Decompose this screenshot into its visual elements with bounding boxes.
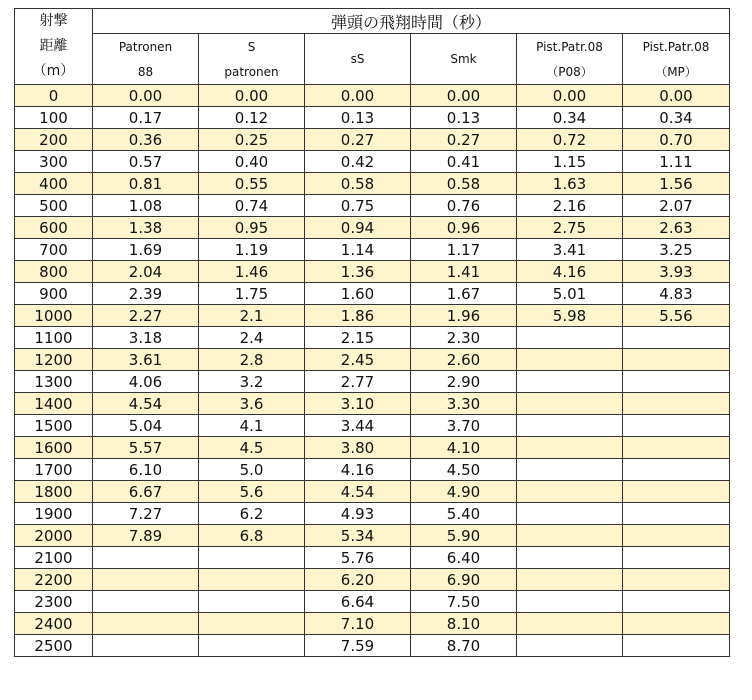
flight-time-cell: 2.16: [517, 195, 623, 217]
distance-cell: 700: [15, 239, 93, 261]
flight-time-cell: 4.16: [305, 459, 411, 481]
flight-time-cell: [623, 547, 730, 569]
distance-cell: 2300: [15, 591, 93, 613]
flight-time-cell: 0.12: [199, 107, 305, 129]
table-row: [15, 635, 730, 657]
distance-cell: 2500: [15, 635, 93, 657]
flight-time-cell: 1.36: [305, 261, 411, 283]
column-header-3: sS: [305, 34, 411, 85]
distance-cell: 1300: [15, 371, 93, 393]
table-row: [15, 173, 730, 195]
flight-time-cell: 0.75: [305, 195, 411, 217]
flight-time-cell: [517, 613, 623, 635]
table-row: [15, 305, 730, 327]
flight-time-cell: 0.17: [93, 107, 199, 129]
distance-cell: 0: [15, 85, 93, 107]
distance-cell: 1200: [15, 349, 93, 371]
flight-time-cell: 1.19: [199, 239, 305, 261]
flight-time-cell: [517, 327, 623, 349]
table-row: [15, 569, 730, 591]
flight-time-cell: 1.69: [93, 239, 199, 261]
flight-time-cell: 0.41: [411, 151, 517, 173]
flight-time-cell: 4.5: [199, 437, 305, 459]
flight-time-cell: 1.86: [305, 305, 411, 327]
flight-time-cell: 0.00: [517, 85, 623, 107]
flight-time-cell: [517, 503, 623, 525]
flight-time-cell: 7.59: [305, 635, 411, 657]
distance-cell: 1400: [15, 393, 93, 415]
flight-time-cell: 1.96: [411, 305, 517, 327]
flight-time-cell: 6.40: [411, 547, 517, 569]
column-header-5-line-1: Pist.Patr.08: [517, 34, 623, 61]
table-row: [15, 349, 730, 371]
flight-time-cell: 0.00: [199, 85, 305, 107]
table-row: [15, 217, 730, 239]
flight-time-cell: [623, 503, 730, 525]
table-row: [15, 525, 730, 547]
flight-time-cell: 0.81: [93, 173, 199, 195]
table-row: [15, 613, 730, 635]
flight-time-group-title: 弾頭の飛翔時間（秒）: [93, 9, 730, 34]
flight-time-cell: 2.07: [623, 195, 730, 217]
flight-time-cell: 2.04: [93, 261, 199, 283]
flight-time-cell: 3.2: [199, 371, 305, 393]
flight-time-cell: [517, 591, 623, 613]
distance-cell: 600: [15, 217, 93, 239]
flight-time-cell: 1.63: [517, 173, 623, 195]
table-row: [15, 415, 730, 437]
distance-header-line-2: 距離: [39, 38, 68, 54]
table-row: [15, 107, 730, 129]
flight-time-cell: [93, 635, 199, 657]
flight-time-cell: 1.75: [199, 283, 305, 305]
flight-time-cell: 0.00: [305, 85, 411, 107]
distance-cell: 300: [15, 151, 93, 173]
table-row: [15, 195, 730, 217]
flight-time-cell: 0.58: [411, 173, 517, 195]
flight-time-cell: [623, 481, 730, 503]
flight-time-cell: 4.06: [93, 371, 199, 393]
flight-time-cell: 6.64: [305, 591, 411, 613]
flight-time-cell: [623, 525, 730, 547]
flight-time-cell: 1.41: [411, 261, 517, 283]
flight-time-cell: 1.56: [623, 173, 730, 195]
flight-time-cell: 2.30: [411, 327, 517, 349]
column-header-1-line-1: Patronen: [93, 34, 199, 61]
flight-time-cell: 1.67: [411, 283, 517, 305]
flight-time-cell: 3.70: [411, 415, 517, 437]
flight-time-cell: 5.57: [93, 437, 199, 459]
distance-cell: 100: [15, 107, 93, 129]
distance-cell: 2000: [15, 525, 93, 547]
table-row: [15, 437, 730, 459]
flight-time-cell: 0.94: [305, 217, 411, 239]
flight-time-cell: [517, 547, 623, 569]
flight-time-cell: [517, 481, 623, 503]
flight-time-cell: 1.14: [305, 239, 411, 261]
flight-time-cell: 6.67: [93, 481, 199, 503]
flight-time-cell: [93, 569, 199, 591]
flight-time-cell: [623, 591, 730, 613]
flight-time-cell: 2.75: [517, 217, 623, 239]
flight-time-cell: 3.25: [623, 239, 730, 261]
flight-time-cell: 3.41: [517, 239, 623, 261]
flight-time-cell: 0.42: [305, 151, 411, 173]
flight-time-cell: [623, 569, 730, 591]
flight-time-cell: [517, 415, 623, 437]
flight-time-cell: 4.54: [93, 393, 199, 415]
table-row: [15, 261, 730, 283]
flight-time-cell: 2.1: [199, 305, 305, 327]
flight-time-cell: 0.57: [93, 151, 199, 173]
flight-time-cell: [517, 437, 623, 459]
flight-time-cell: [623, 371, 730, 393]
table-row: [15, 481, 730, 503]
flight-time-cell: 6.90: [411, 569, 517, 591]
flight-time-cell: 2.4: [199, 327, 305, 349]
flight-time-cell: 3.30: [411, 393, 517, 415]
table-row: [15, 327, 730, 349]
flight-time-cell: 2.39: [93, 283, 199, 305]
flight-time-cell: 2.15: [305, 327, 411, 349]
flight-time-cell: 2.77: [305, 371, 411, 393]
flight-time-cell: 0.34: [517, 107, 623, 129]
flight-time-cell: [517, 569, 623, 591]
distance-cell: 1100: [15, 327, 93, 349]
flight-time-cell: 5.0: [199, 459, 305, 481]
flight-time-cell: 5.76: [305, 547, 411, 569]
flight-time-cell: [517, 349, 623, 371]
flight-time-cell: 2.63: [623, 217, 730, 239]
flight-time-cell: [199, 613, 305, 635]
distance-cell: 1800: [15, 481, 93, 503]
flight-time-cell: 5.01: [517, 283, 623, 305]
column-header-5-line-2: （P08）: [517, 60, 623, 85]
flight-time-cell: 8.10: [411, 613, 517, 635]
flight-time-cell: 3.10: [305, 393, 411, 415]
flight-time-cell: 5.56: [623, 305, 730, 327]
distance-cell: 1500: [15, 415, 93, 437]
distance-cell: 200: [15, 129, 93, 151]
flight-time-cell: 6.20: [305, 569, 411, 591]
flight-time-cell: 6.10: [93, 459, 199, 481]
table-row: [15, 85, 730, 107]
table-row: [15, 151, 730, 173]
flight-time-cell: 2.27: [93, 305, 199, 327]
flight-time-cell: 1.15: [517, 151, 623, 173]
distance-cell: 1000: [15, 305, 93, 327]
table-row: [15, 591, 730, 613]
flight-time-cell: 0.27: [305, 129, 411, 151]
flight-time-cell: [623, 459, 730, 481]
flight-time-cell: 5.90: [411, 525, 517, 547]
column-header-6-line-1: Pist.Patr.08: [623, 34, 730, 61]
flight-time-cell: 3.18: [93, 327, 199, 349]
flight-time-cell: 2.90: [411, 371, 517, 393]
flight-time-cell: 7.89: [93, 525, 199, 547]
flight-time-cell: [623, 349, 730, 371]
flight-time-cell: [199, 547, 305, 569]
flight-time-table: [14, 8, 730, 657]
flight-time-cell: 0.36: [93, 129, 199, 151]
flight-time-cell: 2.60: [411, 349, 517, 371]
column-header-1-line-2: 88: [93, 60, 199, 85]
table-row: [15, 393, 730, 415]
flight-time-cell: 7.10: [305, 613, 411, 635]
flight-time-cell: [517, 371, 623, 393]
column-header-2-line-1: S: [199, 34, 305, 61]
flight-time-cell: 0.95: [199, 217, 305, 239]
table-row: [15, 283, 730, 305]
flight-time-cell: 0.00: [623, 85, 730, 107]
table-row: [15, 239, 730, 261]
flight-time-table-container: [14, 8, 730, 657]
flight-time-cell: 3.93: [623, 261, 730, 283]
flight-time-cell: 4.83: [623, 283, 730, 305]
flight-time-cell: 1.46: [199, 261, 305, 283]
flight-time-cell: [199, 591, 305, 613]
flight-time-cell: 4.1: [199, 415, 305, 437]
distance-cell: 400: [15, 173, 93, 195]
flight-time-cell: 1.11: [623, 151, 730, 173]
distance-cell: 1900: [15, 503, 93, 525]
flight-time-cell: 4.16: [517, 261, 623, 283]
flight-time-cell: [623, 393, 730, 415]
table-row: [15, 503, 730, 525]
distance-cell: 2200: [15, 569, 93, 591]
flight-time-cell: 0.55: [199, 173, 305, 195]
flight-time-cell: 6.8: [199, 525, 305, 547]
flight-time-cell: 0.34: [623, 107, 730, 129]
distance-cell: 800: [15, 261, 93, 283]
flight-time-cell: [623, 327, 730, 349]
table-row: [15, 371, 730, 393]
flight-time-cell: 2.45: [305, 349, 411, 371]
flight-time-cell: 0.00: [93, 85, 199, 107]
flight-time-cell: 0.74: [199, 195, 305, 217]
flight-time-cell: 0.58: [305, 173, 411, 195]
flight-time-cell: 4.54: [305, 481, 411, 503]
flight-time-cell: 1.17: [411, 239, 517, 261]
flight-time-cell: 5.34: [305, 525, 411, 547]
flight-time-cell: [517, 525, 623, 547]
table-row: [15, 459, 730, 481]
flight-time-cell: 0.76: [411, 195, 517, 217]
flight-time-cell: 0.00: [411, 85, 517, 107]
flight-time-cell: 3.61: [93, 349, 199, 371]
flight-time-cell: 3.80: [305, 437, 411, 459]
table-row: [15, 129, 730, 151]
flight-time-cell: 3.44: [305, 415, 411, 437]
flight-time-cell: 7.27: [93, 503, 199, 525]
flight-time-cell: [623, 635, 730, 657]
flight-time-cell: 4.93: [305, 503, 411, 525]
distance-column-header: [15, 9, 93, 85]
flight-time-cell: 0.96: [411, 217, 517, 239]
column-header-2-line-2: patronen: [199, 60, 305, 85]
distance-cell: 900: [15, 283, 93, 305]
flight-time-cell: [199, 635, 305, 657]
flight-time-cell: [623, 613, 730, 635]
flight-time-cell: 5.40: [411, 503, 517, 525]
flight-time-cell: [517, 393, 623, 415]
distance-cell: 1700: [15, 459, 93, 481]
flight-time-cell: 1.38: [93, 217, 199, 239]
column-header-4: Smk: [411, 34, 517, 85]
flight-time-cell: 0.25: [199, 129, 305, 151]
flight-time-cell: [93, 591, 199, 613]
flight-time-cell: 0.13: [305, 107, 411, 129]
flight-time-cell: 0.72: [517, 129, 623, 151]
distance-cell: 500: [15, 195, 93, 217]
flight-time-cell: 1.60: [305, 283, 411, 305]
distance-header-line-3: （m）: [32, 63, 75, 79]
flight-time-cell: [623, 415, 730, 437]
distance-header-line-1: 射撃: [39, 13, 68, 29]
distance-cell: 2400: [15, 613, 93, 635]
flight-time-cell: 0.13: [411, 107, 517, 129]
flight-time-cell: 4.10: [411, 437, 517, 459]
flight-time-cell: 8.70: [411, 635, 517, 657]
flight-time-cell: 2.8: [199, 349, 305, 371]
distance-cell: 2100: [15, 547, 93, 569]
flight-time-cell: 5.04: [93, 415, 199, 437]
column-header-6-line-2: （MP）: [623, 60, 730, 85]
flight-time-cell: [517, 459, 623, 481]
flight-time-cell: 6.2: [199, 503, 305, 525]
flight-time-cell: 1.08: [93, 195, 199, 217]
flight-time-cell: 5.6: [199, 481, 305, 503]
flight-time-cell: 0.27: [411, 129, 517, 151]
flight-time-cell: 5.98: [517, 305, 623, 327]
flight-time-cell: [199, 569, 305, 591]
flight-time-cell: [93, 547, 199, 569]
flight-time-cell: [623, 437, 730, 459]
flight-time-cell: 0.70: [623, 129, 730, 151]
flight-time-cell: 4.90: [411, 481, 517, 503]
flight-time-cell: 7.50: [411, 591, 517, 613]
flight-time-cell: 4.50: [411, 459, 517, 481]
flight-time-cell: [517, 635, 623, 657]
flight-time-cell: 3.6: [199, 393, 305, 415]
flight-time-cell: [93, 613, 199, 635]
table-row: [15, 547, 730, 569]
distance-cell: 1600: [15, 437, 93, 459]
flight-time-cell: 0.40: [199, 151, 305, 173]
